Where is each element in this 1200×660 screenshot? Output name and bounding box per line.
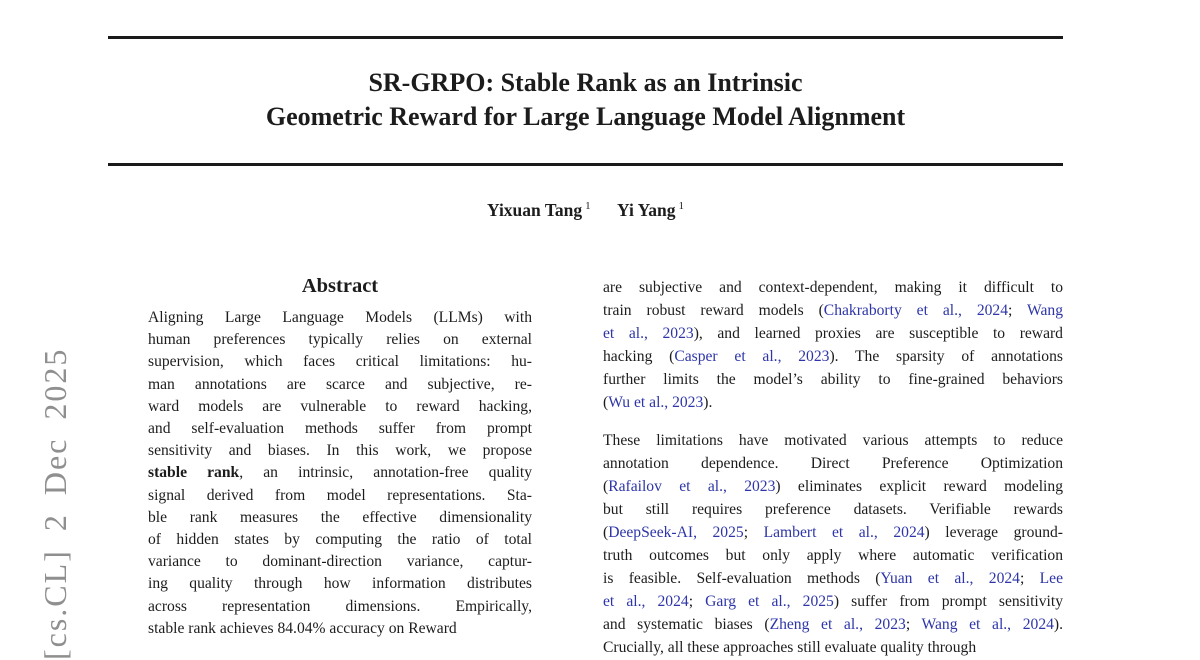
text-span: is feasible. Self-evaluation methods ( bbox=[603, 570, 881, 587]
text-span: Crucially, all these approaches still evaluate quality through bbox=[603, 639, 977, 656]
author-name bbox=[487, 200, 591, 220]
paper-title bbox=[108, 66, 1063, 134]
text-line bbox=[148, 418, 532, 440]
intro-paragraph bbox=[603, 276, 1063, 414]
text-line bbox=[148, 329, 532, 351]
text-span: stable rank achieves 84.04% accuracy on Reward bbox=[148, 619, 457, 637]
author-list bbox=[108, 199, 1063, 224]
text-span: Aligning Large Language Models (LLMs) with bbox=[148, 309, 532, 326]
arxiv-watermark: [cs.CL] 2 Dec 2025 bbox=[37, 347, 73, 660]
citation-link[interactable]: Wu et al., 2023 bbox=[608, 394, 704, 411]
text-line bbox=[603, 498, 1063, 521]
text-line bbox=[603, 368, 1063, 391]
text-span: ( bbox=[603, 478, 609, 495]
text-span: but still requires preference datasets. Verifiable rewards bbox=[603, 501, 1063, 518]
text-span: These limitations have motivated various attempts to reduce bbox=[603, 432, 1063, 449]
text-span: ) suffer from prompt sensitivity bbox=[833, 593, 1064, 610]
text-span: further limits the model’s ability to fine-grained behaviors bbox=[603, 371, 1063, 388]
text-span: and systematic biases ( bbox=[603, 616, 770, 633]
text-span: ward models are vulnerable to reward hacking, bbox=[148, 397, 532, 415]
text-span: signal derived from model representations. Sta- bbox=[148, 486, 532, 504]
text-line bbox=[603, 475, 1063, 498]
text-line bbox=[603, 299, 1063, 322]
text-span: are subjective and context-dependent, making it difficult to bbox=[603, 279, 1063, 296]
title-rule-bottom bbox=[108, 163, 1063, 166]
citation-link[interactable]: Casper et al., 2023 bbox=[674, 348, 830, 365]
text-span: ing quality through how information distributes bbox=[148, 575, 532, 593]
citation-link[interactable]: Zheng et al., 2023 bbox=[769, 616, 906, 633]
text-span: human preferences typically relies on external bbox=[148, 331, 532, 349]
text-line bbox=[603, 613, 1063, 636]
citation-link[interactable]: Lee bbox=[1039, 570, 1064, 587]
text-line bbox=[603, 429, 1063, 452]
citation-link[interactable]: Rafailov et al., 2023 bbox=[608, 478, 776, 495]
text-span: ), and learned proxies are susceptible to reward bbox=[693, 325, 1063, 342]
text-span: ). The sparsity of annotations bbox=[829, 348, 1063, 365]
text-span: of hidden states by computing the ratio of total bbox=[148, 531, 532, 549]
text-line bbox=[603, 590, 1063, 613]
text-span: , an intrinsic, annotation-free quality bbox=[239, 464, 532, 482]
citation-link[interactable]: Garg et al., 2025 bbox=[705, 593, 834, 610]
citation-link[interactable]: Wang et al., 2024 bbox=[921, 616, 1054, 633]
text-span: ) leverage ground- bbox=[924, 524, 1064, 541]
title-rule-top bbox=[108, 36, 1063, 39]
text-span: annotation dependence. Direct Preference Optimization bbox=[603, 455, 1063, 472]
intro-paragraph bbox=[603, 429, 1063, 659]
text-span: ble rank measures the effective dimensionality bbox=[148, 508, 532, 526]
text-span: man annotations are scarce and subjective, re- bbox=[148, 375, 532, 393]
text-span: variance to dominant-direction variance, captur- bbox=[148, 553, 532, 571]
text-span: ) eliminates explicit reward modeling bbox=[775, 478, 1063, 495]
citation-link[interactable]: DeepSeek-AI, 2025 bbox=[608, 524, 744, 541]
text-span: truth outcomes but only apply where automatic verification bbox=[603, 547, 1063, 564]
author-affiliation-superscript: 1 bbox=[585, 200, 591, 212]
text-line bbox=[603, 391, 1063, 414]
text-line bbox=[148, 507, 532, 529]
text-line bbox=[148, 529, 532, 551]
author-affiliation-superscript: 1 bbox=[678, 200, 685, 212]
text-line bbox=[148, 351, 532, 373]
abstract-text bbox=[148, 307, 532, 640]
text-span: ; bbox=[1008, 302, 1028, 319]
introduction-column bbox=[603, 276, 1063, 659]
text-line bbox=[148, 485, 532, 507]
author-name-text: Yixuan Tang bbox=[486, 200, 583, 220]
text-span: ( bbox=[603, 524, 609, 541]
text-line bbox=[603, 345, 1063, 368]
text-line bbox=[148, 440, 532, 462]
text-line bbox=[148, 374, 532, 396]
text-line bbox=[148, 307, 532, 329]
author-name bbox=[617, 200, 684, 220]
text-span: and self-evaluation methods suffer from prompt bbox=[148, 420, 532, 438]
text-span: ; bbox=[905, 616, 922, 633]
text-line bbox=[603, 544, 1063, 567]
text-line bbox=[148, 551, 532, 573]
text-span: sensitivity and biases. In this work, we propose bbox=[148, 442, 532, 460]
citation-link[interactable]: et al., 2024 bbox=[603, 593, 689, 610]
text-span: ; bbox=[1019, 570, 1040, 587]
text-span: ( bbox=[603, 394, 609, 411]
author-name-text: Yi Yang bbox=[617, 200, 676, 220]
text-line bbox=[603, 521, 1063, 544]
abstract-heading: Abstract bbox=[301, 275, 379, 297]
text-span: across representation dimensions. Empirically, bbox=[148, 597, 532, 615]
citation-link[interactable]: Yuan et al., 2024 bbox=[880, 570, 1020, 587]
citation-link[interactable]: Chakraborty et al., 2024 bbox=[823, 302, 1009, 319]
text-line bbox=[148, 462, 532, 484]
text-span: ; bbox=[688, 593, 706, 610]
text-span: hacking ( bbox=[603, 348, 675, 365]
citation-link[interactable]: Lambert et al., 2024 bbox=[763, 524, 925, 541]
text-line bbox=[603, 452, 1063, 475]
text-span: ). bbox=[1053, 616, 1064, 633]
text-line bbox=[148, 618, 532, 640]
text-span: ; bbox=[743, 524, 764, 541]
text-line bbox=[603, 276, 1063, 299]
bold-term: stable rank bbox=[148, 464, 240, 482]
text-span: train robust reward models ( bbox=[603, 302, 824, 319]
paper-title-line1: SR-GRPO: Stable Rank as an Intrinsic bbox=[368, 68, 803, 97]
text-line bbox=[148, 573, 532, 595]
text-span: ). bbox=[703, 394, 713, 411]
text-line bbox=[148, 396, 532, 418]
text-span: supervision, which faces critical limitations: hu- bbox=[148, 353, 532, 371]
paper-title-line2: Geometric Reward for Large Language Model Alignment bbox=[265, 102, 906, 131]
text-line bbox=[148, 596, 532, 618]
text-line bbox=[603, 322, 1063, 345]
citation-link[interactable]: et al., 2023 bbox=[603, 325, 694, 342]
citation-link[interactable]: Wang bbox=[1027, 302, 1063, 319]
text-line bbox=[603, 567, 1063, 590]
